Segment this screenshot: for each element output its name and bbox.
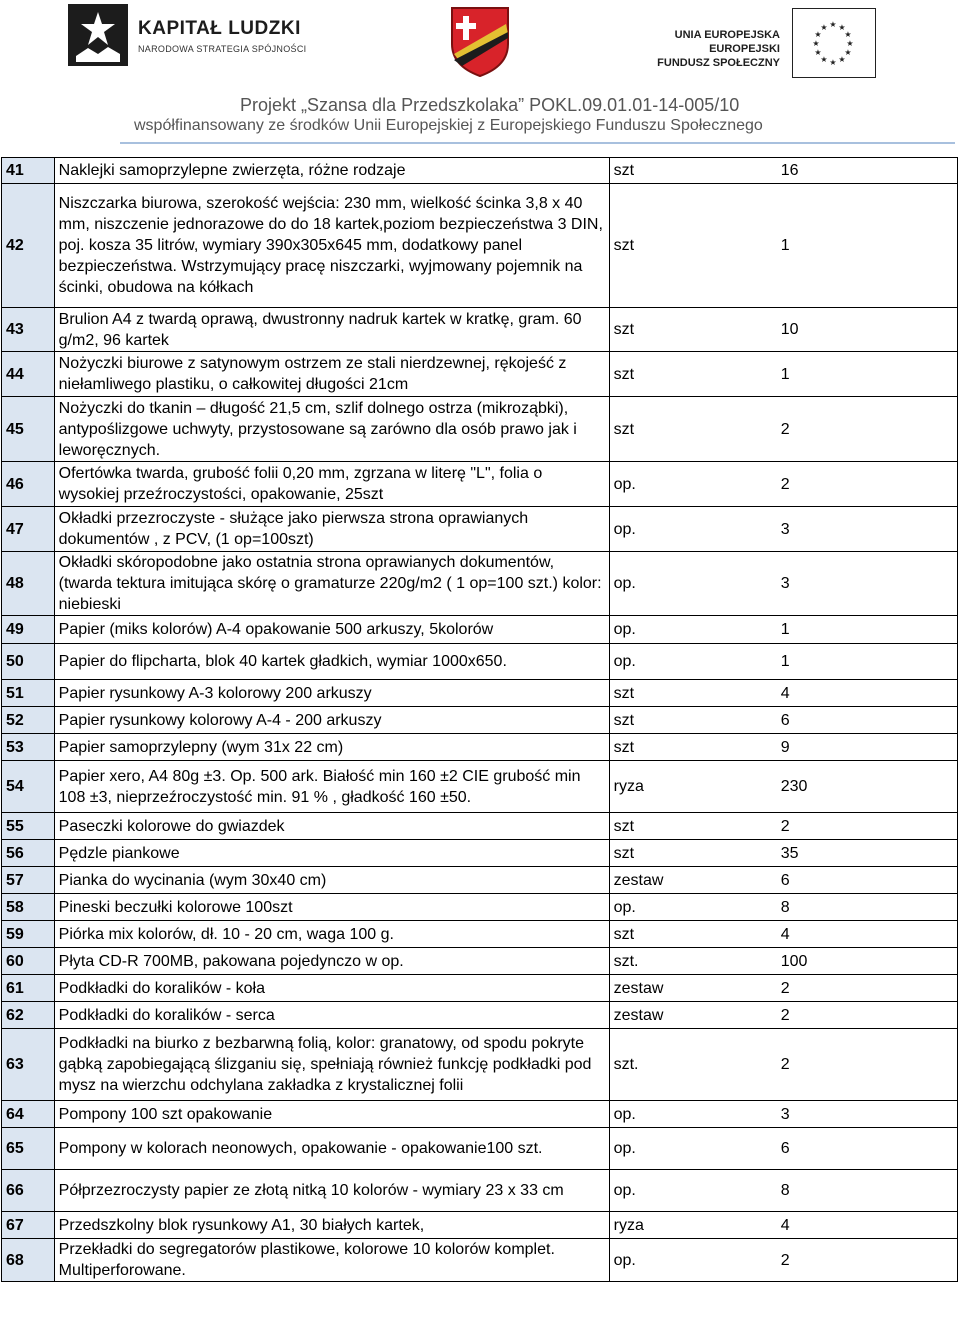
item-number: 52 (2, 707, 55, 734)
item-description: Pompony w kolorach neonowych, opakowanie - opakowanie100 szt. (54, 1128, 609, 1170)
item-unit: op. (609, 1170, 777, 1212)
item-unit: szt (609, 184, 777, 308)
item-number: 41 (2, 158, 55, 184)
item-quantity: 4 (777, 1212, 958, 1239)
item-quantity: 8 (777, 894, 958, 921)
item-unit: szt (609, 707, 777, 734)
table-row (2, 761, 958, 813)
item-description: Półprzezroczysty papier ze złotą nitką 10 kolorów - wymiary 23 x 33 cm (54, 1170, 609, 1212)
svg-text:★: ★ (838, 23, 846, 32)
item-unit: szt (609, 840, 777, 867)
table-row (2, 680, 958, 707)
item-number: 57 (2, 867, 55, 894)
item-number: 56 (2, 840, 55, 867)
item-quantity: 35 (777, 840, 958, 867)
item-number: 43 (2, 308, 55, 352)
project-title: Projekt „Szansa dla Przedszkolaka” POKL.09.01.01-14-005/10 (240, 95, 740, 115)
item-unit: szt (609, 813, 777, 840)
svg-text:★: ★ (844, 48, 852, 57)
item-number: 51 (2, 680, 55, 707)
item-description: Nożyczki do tkanin – długość 21,5 cm, szlif dolnego ostrza (mikroząbki), antypoślizgowe uchwyty, przystosowane są zarówno dla osób prawo jak i leworęcznych. (54, 397, 609, 462)
item-number: 48 (2, 552, 55, 616)
eu-label-line1: UNIA EUROPEJSKA (674, 29, 780, 41)
item-quantity: 2 (777, 462, 958, 507)
table-row (2, 644, 958, 680)
cofinance-note: współfinansowany ze środków Unii Europejskiej z Europejskiego Funduszu Społecznego (134, 117, 763, 134)
svg-text:★: ★ (820, 23, 828, 32)
svg-text:★: ★ (838, 55, 846, 64)
table-row (2, 1101, 958, 1128)
item-unit: szt (609, 158, 777, 184)
table-row (2, 158, 958, 184)
table-row (2, 813, 958, 840)
item-unit: zestaw (609, 867, 777, 894)
item-unit: op. (609, 507, 777, 552)
svg-text:★: ★ (814, 30, 822, 39)
item-number: 65 (2, 1128, 55, 1170)
table-row (2, 840, 958, 867)
item-description: Naklejki samoprzylepne zwierzęta, różne rodzaje (54, 158, 609, 184)
item-number: 44 (2, 352, 55, 397)
table-row (2, 894, 958, 921)
item-number: 59 (2, 921, 55, 948)
table-row (2, 397, 958, 462)
table-row (2, 921, 958, 948)
item-unit: szt (609, 397, 777, 462)
item-description: Brulion A4 z twardą oprawą, dwustronny nadruk kartek w kratkę, gram. 60 g/m2, 96 kartek (54, 308, 609, 352)
item-description: Ofertówka twarda, grubość folii 0,20 mm, zgrzana w literę "L", folia o wysokiej przeźroczystości, opakowanie, 25szt (54, 462, 609, 507)
eu-social-fund-logo (650, 2, 880, 80)
item-number: 50 (2, 644, 55, 680)
item-unit: ryza (609, 1212, 777, 1239)
item-description: Okładki przezroczyste - służące jako pierwsza strona oprawianych dokumentów , z PCV, (1 op=100szt) (54, 507, 609, 552)
item-unit: szt. (609, 948, 777, 975)
item-unit: op. (609, 552, 777, 616)
svg-text:★: ★ (812, 39, 820, 48)
item-number: 45 (2, 397, 55, 462)
item-description: Pianka do wycinania (wym 30x40 cm) (54, 867, 609, 894)
item-description: Nożyczki biurowe z satynowym ostrzem ze stali nierdzewnej, rękojeść z niełamliwego plastiku, o całkowitej długości 21cm (54, 352, 609, 397)
item-description: Okładki skóropodobne jako ostatnia strona oprawianych dokumentów, (twarda tektura imitująca skórę o gramaturze 220g/m2 ( 1 op=100 szt.) kolor: niebieski (54, 552, 609, 616)
item-description: Pędzle piankowe (54, 840, 609, 867)
kapital-ludzki-logo (68, 4, 318, 74)
item-number: 54 (2, 761, 55, 813)
item-description: Paseczki kolorowe do gwiazdek (54, 813, 609, 840)
table-row (2, 1128, 958, 1170)
table-row (2, 352, 958, 397)
item-unit: op. (609, 1101, 777, 1128)
eu-label-line3: FUNDUSZ SPOŁECZNY (657, 57, 780, 69)
item-quantity: 3 (777, 507, 958, 552)
item-description: Papier xero, A4 80g ±3. Op. 500 ark. Białość min 160 ±2 CIE grubość min 108 ±3, nieprzeźroczystość min. 91 % , gładkość 160 ±50. (54, 761, 609, 813)
table-row (2, 462, 958, 507)
table-row (2, 867, 958, 894)
table-row (2, 1002, 958, 1029)
table-row (2, 184, 958, 308)
item-number: 47 (2, 507, 55, 552)
item-number: 60 (2, 948, 55, 975)
table-row (2, 1212, 958, 1239)
item-unit: szt. (609, 1029, 777, 1101)
item-number: 67 (2, 1212, 55, 1239)
svg-text:★: ★ (820, 55, 828, 64)
item-unit: op. (609, 894, 777, 921)
item-quantity: 16 (777, 158, 958, 184)
table-row (2, 507, 958, 552)
svg-text:★: ★ (829, 58, 837, 67)
item-quantity: 6 (777, 707, 958, 734)
svg-text:★: ★ (846, 39, 854, 48)
page-header (0, 0, 960, 150)
item-description: Pineski beczułki kolorowe 100szt (54, 894, 609, 921)
item-number: 61 (2, 975, 55, 1002)
item-number: 63 (2, 1029, 55, 1101)
item-description: Podkładki na biurko z bezbarwną folią, kolor: granatowy, od spodu pokryte gąbką zapobiegającą ślizganiu się, spełniają również funkcję podkładki pod mysz na wierzchu odchylana zakładka z krystalicznej folii (54, 1029, 609, 1101)
svg-text:★: ★ (829, 20, 837, 29)
item-quantity: 2 (777, 1002, 958, 1029)
item-quantity: 2 (777, 813, 958, 840)
item-number: 49 (2, 616, 55, 644)
eu-flag (792, 8, 876, 78)
item-number: 58 (2, 894, 55, 921)
item-number: 62 (2, 1002, 55, 1029)
item-number: 66 (2, 1170, 55, 1212)
item-description: Przekładki do segregatorów plastikowe, kolorowe 10 kolorów komplet. Multiperforowane. (54, 1239, 609, 1282)
table-row (2, 948, 958, 975)
svg-text:★: ★ (814, 48, 822, 57)
item-unit: zestaw (609, 1002, 777, 1029)
item-quantity: 8 (777, 1170, 958, 1212)
item-description: Przedszkolny blok rysunkowy A1, 30 białych kartek, (54, 1212, 609, 1239)
item-quantity: 10 (777, 308, 958, 352)
item-quantity: 4 (777, 680, 958, 707)
item-description: Niszczarka biurowa, szerokość wejścia: 230 mm, wielkość ścinka 3,8 x 40 mm, niszczenie jednorazowe do do 18 kartek,poziom bezpieczeństwa 3 DIN, poj. kosza 35 litrów, wymiary 390x305x645 mm, dodatkowy panel bezpieczeństwa. Wstrzymujący pracę niszczarki, wyjmowany pojemnik na ścinki, obudowa na kółkach (54, 184, 609, 308)
item-unit: szt (609, 352, 777, 397)
item-number: 42 (2, 184, 55, 308)
item-quantity: 1 (777, 616, 958, 644)
item-unit: szt (609, 921, 777, 948)
coat-of-arms-icon (440, 4, 520, 78)
item-quantity: 2 (777, 1239, 958, 1282)
item-description: Piórka mix kolorów, dł. 10 - 20 cm, waga 100 g. (54, 921, 609, 948)
table-row (2, 734, 958, 761)
item-unit: op. (609, 1239, 777, 1282)
item-unit: op. (609, 462, 777, 507)
item-quantity: 1 (777, 644, 958, 680)
table-row (2, 552, 958, 616)
kapital-ludzki-emblem-icon (68, 4, 128, 66)
svg-text:★: ★ (844, 30, 852, 39)
item-description: Papier do flipcharta, blok 40 kartek gładkich, wymiar 1000x650. (54, 644, 609, 680)
item-description: Pompony 100 szt opakowanie (54, 1101, 609, 1128)
item-quantity: 230 (777, 761, 958, 813)
item-unit: op. (609, 616, 777, 644)
item-quantity: 6 (777, 1128, 958, 1170)
item-unit: zestaw (609, 975, 777, 1002)
item-quantity: 9 (777, 734, 958, 761)
item-quantity: 2 (777, 397, 958, 462)
item-description: Papier (miks kolorów) A-4 opakowanie 500 arkuszy, 5kolorów (54, 616, 609, 644)
item-quantity: 1 (777, 184, 958, 308)
table-row (2, 1170, 958, 1212)
item-quantity: 3 (777, 1101, 958, 1128)
table-row (2, 1029, 958, 1101)
item-quantity: 3 (777, 552, 958, 616)
item-quantity: 100 (777, 948, 958, 975)
item-number: 53 (2, 734, 55, 761)
items-table (1, 157, 958, 1282)
table-row (2, 308, 958, 352)
item-description: Płyta CD-R 700MB, pakowana pojedynczo w op. (54, 948, 609, 975)
item-number: 68 (2, 1239, 55, 1282)
eu-label-line2: EUROPEJSKI (709, 43, 780, 55)
item-description: Podkładki do koralików - koła (54, 975, 609, 1002)
item-number: 46 (2, 462, 55, 507)
item-unit: szt (609, 308, 777, 352)
kapital-ludzki-subtitle: NARODOWA STRATEGIA SPÓJNOŚCI (138, 44, 307, 54)
table-row (2, 616, 958, 644)
item-description: Papier rysunkowy kolorowy A-4 - 200 arkuszy (54, 707, 609, 734)
item-unit: ryza (609, 761, 777, 813)
item-quantity: 1 (777, 352, 958, 397)
eu-stars-icon (793, 9, 874, 76)
item-quantity: 6 (777, 867, 958, 894)
item-quantity: 2 (777, 1029, 958, 1101)
table-row (2, 707, 958, 734)
item-unit: szt (609, 734, 777, 761)
item-description: Papier rysunkowy A-3 kolorowy 200 arkuszy (54, 680, 609, 707)
item-unit: op. (609, 1128, 777, 1170)
item-number: 55 (2, 813, 55, 840)
kapital-ludzki-title: KAPITAŁ LUDZKI (138, 18, 301, 39)
table-row (2, 1239, 958, 1282)
item-description: Podkładki do koralików - serca (54, 1002, 609, 1029)
item-quantity: 2 (777, 975, 958, 1002)
item-quantity: 4 (777, 921, 958, 948)
item-unit: op. (609, 644, 777, 680)
header-divider (120, 142, 955, 144)
item-description: Papier samoprzylepny (wym 31x 22 cm) (54, 734, 609, 761)
item-number: 64 (2, 1101, 55, 1128)
item-unit: szt (609, 680, 777, 707)
table-row (2, 975, 958, 1002)
